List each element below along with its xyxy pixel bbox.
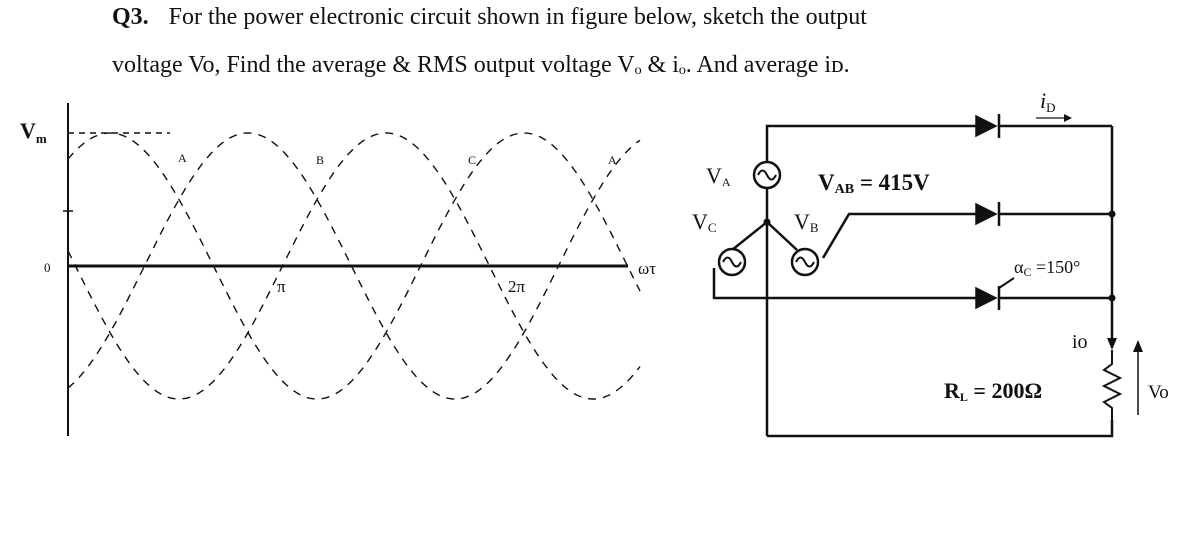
y-zero-label: 0 (44, 260, 51, 275)
phase-label-a: A (178, 151, 187, 165)
load-resistance-label: RL = 200Ω (944, 378, 1043, 404)
question-number: Q3. (112, 4, 149, 30)
circuit-labels (692, 88, 1169, 404)
source-b-label: VB (794, 209, 819, 235)
question-text-1: For the power electronic circuit shown in figure below, sketch the output (168, 4, 867, 30)
x-tick-pi: π (277, 277, 286, 296)
phase-label-c: C (468, 153, 477, 167)
question-line-2: voltage Vo, Find the average & RMS output voltage Vₒ & iₒ. And average iᴅ. (112, 52, 850, 78)
y-max-label: $V_m$ (20, 118, 47, 146)
vo-arrow-head (1133, 340, 1143, 352)
source-c-label: VC (692, 209, 717, 235)
neutral-junction (764, 219, 771, 226)
line-voltage-label: VAB = 415V (818, 170, 930, 197)
wire-phase-a (767, 126, 976, 162)
junction-b (1109, 211, 1116, 218)
thyristor-c (976, 288, 996, 308)
id-arrow-head (1064, 114, 1072, 122)
output-voltage-label: Vo (1148, 382, 1169, 403)
diode-a (976, 116, 996, 136)
firing-angle-label: αC =150° (1014, 257, 1081, 279)
diode-current-label: iD (1040, 88, 1056, 115)
load-resistor (1104, 350, 1120, 420)
wire-phase-c (714, 268, 976, 298)
io-arrow-head (1107, 338, 1117, 350)
neutral-wire-b (767, 222, 797, 250)
thyristor-gate (999, 278, 1014, 288)
waveform-plot (20, 103, 656, 436)
junction-c (1109, 295, 1116, 302)
neutral-wire-c (732, 222, 767, 250)
x-tick-2pi: 2π (508, 277, 526, 296)
phase-label-b: B (316, 153, 325, 167)
diode-b (976, 204, 996, 224)
wire-phase-b (823, 214, 976, 258)
phase-label-a-repeat: A (608, 153, 617, 167)
source-a-label: VA (706, 163, 731, 189)
output-current-label: io (1072, 331, 1088, 353)
wire-return (767, 420, 1112, 436)
x-axis-label: ωτ (638, 259, 657, 278)
